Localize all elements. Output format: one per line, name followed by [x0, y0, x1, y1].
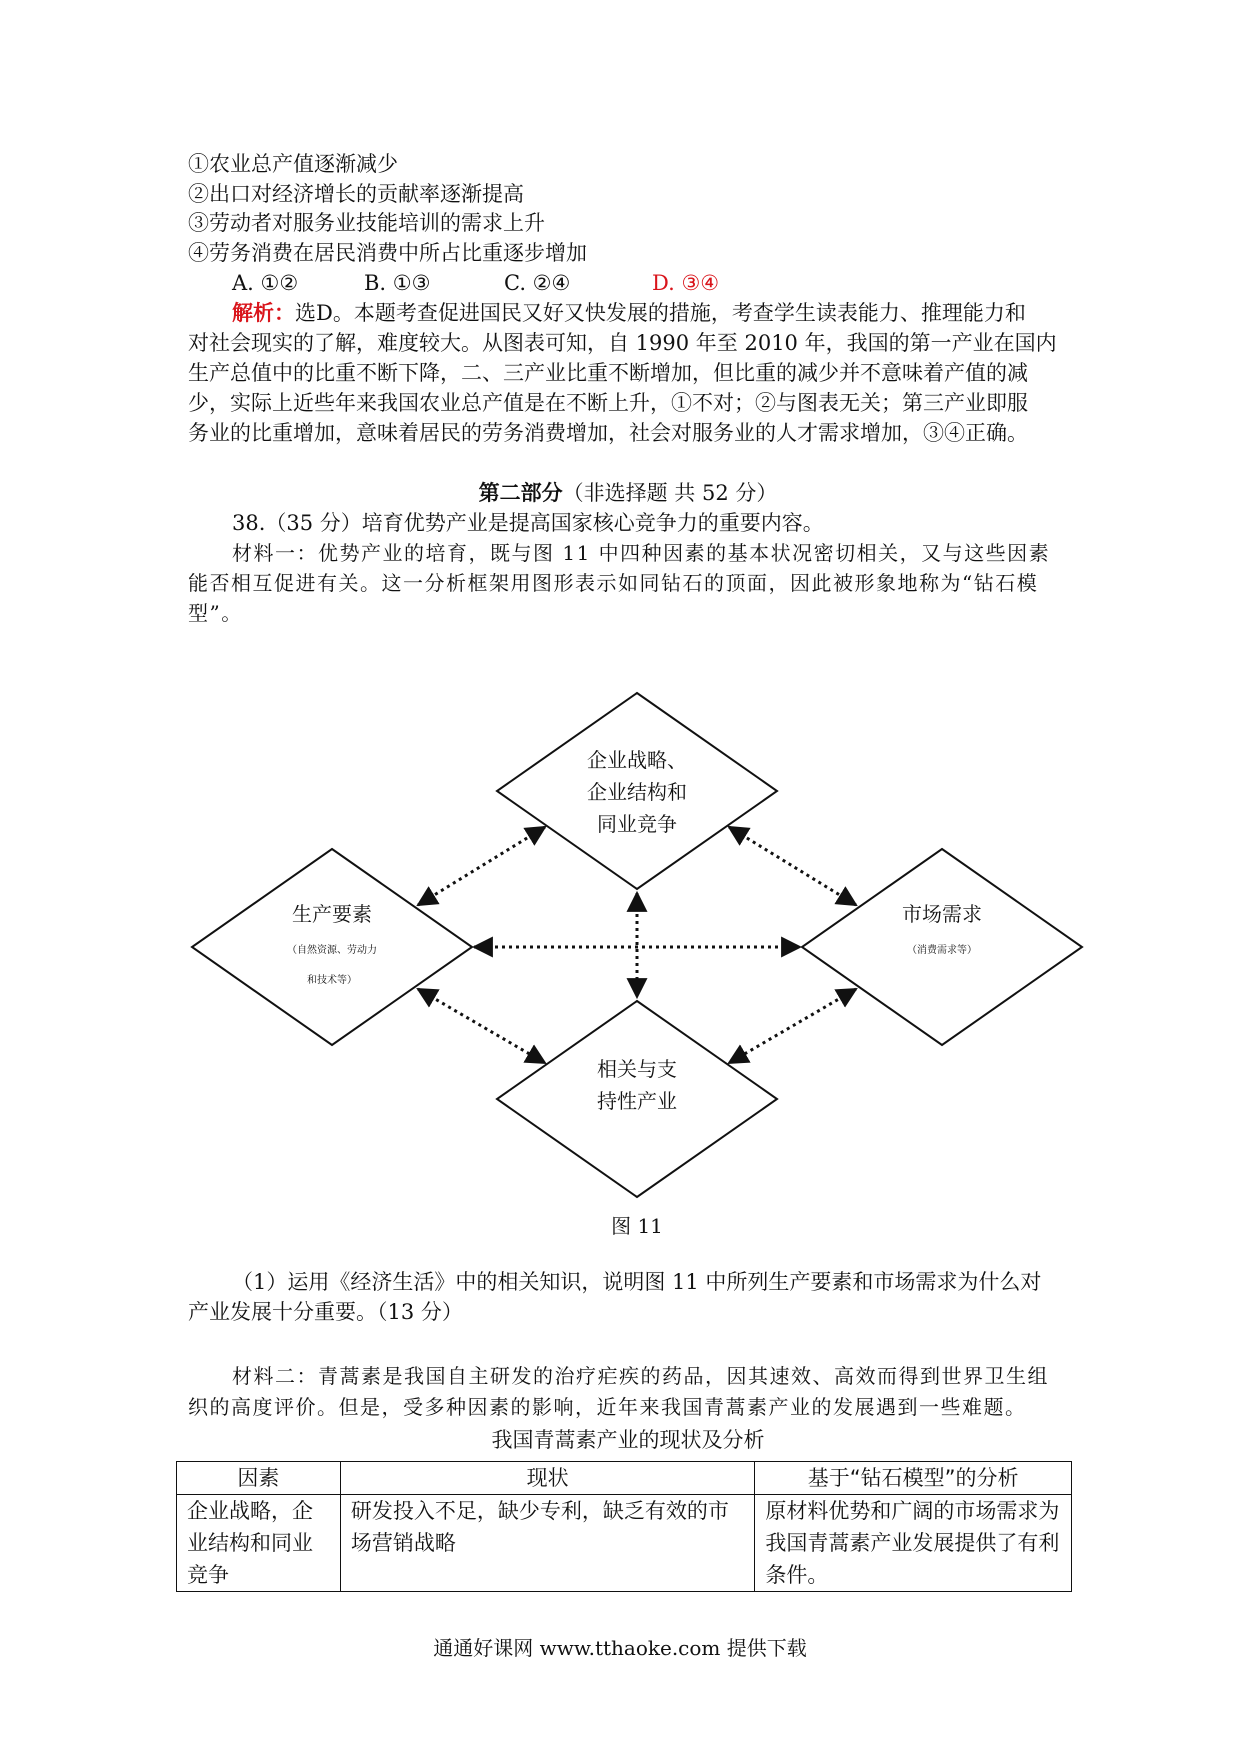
left-title: 生产要素: [292, 902, 372, 926]
material1-line-3: 型”。: [188, 601, 243, 625]
right-sub: （消费需求等）: [907, 945, 977, 956]
header-factor: 因素: [177, 1462, 341, 1495]
analysis-line-2: 对社会现实的了解，难度较大。从图表可知，自 1990 年至 2010 年，我国的第一产业在国内: [188, 331, 1057, 355]
left-sub-2: 和技术等）: [307, 975, 357, 986]
table-row: [177, 1495, 1072, 1592]
statement-3: ③劳动者对服务业技能培训的需求上升: [188, 211, 545, 235]
footer: 通通好课网 www.tthaoke.com 提供下载: [433, 1636, 807, 1660]
right-title: 市场需求: [902, 902, 982, 926]
table-header-row: [177, 1462, 1072, 1495]
bottom-label-1: 相关与支: [597, 1057, 677, 1081]
arrow-left-bottom: [418, 989, 545, 1063]
question38-intro: 38.（35 分）培育优势产业是提高国家核心竞争力的重要内容。: [232, 511, 824, 535]
figure-caption: 图 11: [611, 1214, 663, 1238]
top-label-3: 同业竞争: [597, 812, 677, 836]
material2-line-2: 织的高度评价。但是，受多种因素的影响，近年来我国青蒿素产业的发展遇到一些难题。: [188, 1395, 1027, 1419]
analysis-line-5: 务业的比重增加，意味着居民的劳务消费增加，社会对服务业的人才需求增加，③④正确。: [188, 421, 1028, 445]
material2-line-1: 材料二：青蒿素是我国自主研发的治疗疟疾的药品，因其速效、高效而得到世界卫生组: [232, 1364, 1049, 1388]
cell-factor: 企业战略，企业结构和同业竞争: [177, 1495, 341, 1592]
cell-status: 研发投入不足，缺少专利，缺乏有效的市场营销战略: [340, 1495, 755, 1592]
header-analysis: 基于“钻石模型”的分析: [755, 1462, 1072, 1495]
sub1-line-2: 产业发展十分重要。（13 分）: [188, 1300, 463, 1324]
bottom-label-2: 持性产业: [597, 1089, 677, 1113]
arrow-top-left: [418, 827, 545, 905]
arrow-right-bottom: [729, 989, 856, 1063]
statement-2: ②出口对经济增长的贡献率逐渐提高: [188, 182, 524, 206]
left-sub-1: （自然资源、劳动力: [287, 945, 377, 956]
cell-analysis: 原材料优势和广阔的市场需求为我国青蒿素产业发展提供了有利条件。: [755, 1495, 1072, 1592]
analysis-line-4: 少，实际上近些年来我国农业总产值是在不断上升，①不对；②与图表无关；第三产业即服: [188, 391, 1028, 415]
part2-heading: 第二部分（非选择题 共 52 分）: [478, 480, 778, 505]
table-title: 我国青蒿素产业的现状及分析: [491, 1428, 765, 1452]
option-d: D. ③④: [652, 271, 720, 295]
analysis-line-3: 生产总值中的比重不断下降，二、三产业比重不断增加，但比重的减少并不意味着产值的减: [188, 361, 1028, 385]
material1-line-2: 能否相互促进有关。这一分析框架用图形表示如同钻石的顶面，因此被形象地称为“钻石模: [188, 571, 1039, 595]
factors-table: [176, 1461, 1072, 1592]
analysis-label: 解析：: [232, 300, 295, 325]
option-b: B. ①③: [364, 271, 431, 295]
analysis-line-1: 解析：选D。本题考查促进国民又好又快发展的措施，考查学生读表能力、推理能力和: [232, 300, 1026, 325]
top-label-2: 企业结构和: [587, 780, 687, 804]
arrow-top-right: [729, 827, 856, 905]
option-a: A. ①②: [232, 271, 299, 295]
statement-1: ①农业总产值逐渐减少: [188, 152, 398, 176]
option-c: C. ②④: [504, 271, 571, 295]
header-status: 现状: [340, 1462, 755, 1495]
material1-line-1: 材料一：优势产业的培育，既与图 11 中四种因素的基本状况密切相关，又与这些因素: [232, 541, 1051, 565]
sub1-line-1: （1）运用《经济生活》中的相关知识，说明图 11 中所列生产要素和市场需求为什么对: [232, 1270, 1042, 1294]
top-label-1: 企业战略、: [587, 748, 687, 772]
statement-4: ④劳务消费在居民消费中所占比重逐步增加: [188, 241, 587, 265]
